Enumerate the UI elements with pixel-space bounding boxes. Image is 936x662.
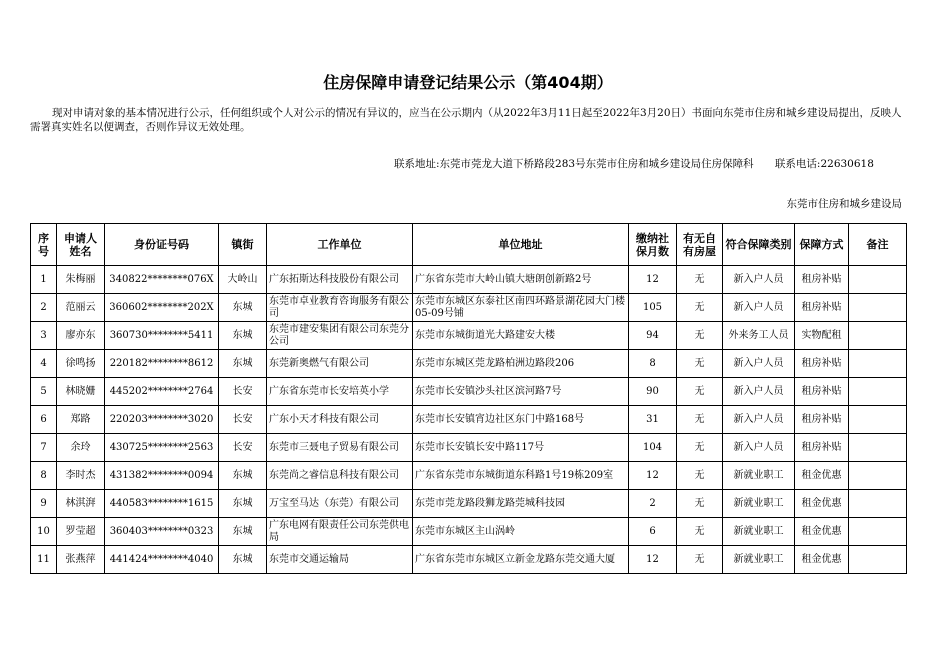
guarantee-category: 新入户人员 [723, 378, 795, 406]
table-row [31, 518, 907, 546]
guarantee-method: 租金优惠 [795, 518, 849, 546]
social-security-months: 105 [629, 294, 677, 322]
guarantee-method: 租金优惠 [795, 462, 849, 490]
intro-paragraph: 现对申请对象的基本情况进行公示，任何组织或个人对公示的情况有异议的，应当在公示期内（从2022年3月11日起至2022年3月20日）书面向东莞市住房和城乡建设局提出，反映人需署真实姓名以便调查，否则作异议无效处理。 [30, 107, 902, 133]
guarantee-method: 租房补贴 [795, 266, 849, 294]
unit-address: 东莞市东城街道光大路建安大楼 [413, 322, 629, 350]
work-unit: 东莞新奥燃气有限公司 [267, 350, 413, 378]
town: 东城 [219, 490, 267, 518]
guarantee-method: 租房补贴 [795, 434, 849, 462]
own-housing: 无 [677, 266, 723, 294]
guarantee-category: 新入户人员 [723, 294, 795, 322]
work-unit: 东莞市交通运输局 [267, 546, 413, 574]
applicant-name: 余玲 [57, 434, 105, 462]
page-title: 住房保障申请登记结果公示（第404期） [323, 73, 613, 92]
col-header: 工作单位 [267, 224, 413, 266]
social-security-months: 90 [629, 378, 677, 406]
applicant-name: 廖亦东 [57, 322, 105, 350]
col-header: 序号 [31, 224, 57, 266]
unit-address: 东莞市东城区东泰社区南四环路景湖花园大门楼05-09号铺 [413, 294, 629, 322]
row-index: 11 [31, 546, 57, 574]
unit-address: 广东省东莞市大岭山镇大塘朗创新路2号 [413, 266, 629, 294]
remarks [849, 518, 907, 546]
social-security-months: 8 [629, 350, 677, 378]
work-unit: 广东省东莞市长安培英小学 [267, 378, 413, 406]
col-header: 符合保障类别 [723, 224, 795, 266]
id-number: 360602********202X [105, 294, 219, 322]
guarantee-method: 租金优惠 [795, 546, 849, 574]
row-index: 3 [31, 322, 57, 350]
town: 长安 [219, 378, 267, 406]
id-number: 360730********5411 [105, 322, 219, 350]
town: 东城 [219, 350, 267, 378]
social-security-months: 12 [629, 546, 677, 574]
remarks [849, 378, 907, 406]
social-security-months: 12 [629, 266, 677, 294]
applicant-name: 李时杰 [57, 462, 105, 490]
social-security-months: 2 [629, 490, 677, 518]
table-row [31, 546, 907, 574]
table-body [31, 266, 907, 574]
row-index: 10 [31, 518, 57, 546]
applicant-name: 朱梅丽 [57, 266, 105, 294]
unit-address: 东莞市东城区主山涡岭 [413, 518, 629, 546]
work-unit: 广东拓斯达科技股份有限公司 [267, 266, 413, 294]
own-housing: 无 [677, 546, 723, 574]
guarantee-category: 新就业职工 [723, 490, 795, 518]
applicant-name: 张燕萍 [57, 546, 105, 574]
work-unit: 广东电网有限责任公司东莞供电局 [267, 518, 413, 546]
own-housing: 无 [677, 294, 723, 322]
work-unit: 东莞尚之睿信息科技有限公司 [267, 462, 413, 490]
guarantee-method: 租房补贴 [795, 378, 849, 406]
own-housing: 无 [677, 322, 723, 350]
work-unit: 东莞市三聂电子贸易有限公司 [267, 434, 413, 462]
town: 长安 [219, 406, 267, 434]
row-index: 7 [31, 434, 57, 462]
col-header: 缴纳社保月数 [629, 224, 677, 266]
guarantee-category: 新入户人员 [723, 350, 795, 378]
row-index: 2 [31, 294, 57, 322]
col-header: 申请人姓名 [57, 224, 105, 266]
social-security-months: 104 [629, 434, 677, 462]
col-header: 备注 [849, 224, 907, 266]
remarks [849, 294, 907, 322]
own-housing: 无 [677, 350, 723, 378]
row-index: 5 [31, 378, 57, 406]
row-index: 1 [31, 266, 57, 294]
guarantee-category: 新就业职工 [723, 518, 795, 546]
table-row [31, 266, 907, 294]
unit-address: 东莞市长安镇长安中路117号 [413, 434, 629, 462]
col-header: 保障方式 [795, 224, 849, 266]
table-row [31, 378, 907, 406]
work-unit: 东莞市卓业教育咨询服务有限公司 [267, 294, 413, 322]
applicant-name: 郑路 [57, 406, 105, 434]
applicant-name: 林淇湃 [57, 490, 105, 518]
applicant-name: 林晓姗 [57, 378, 105, 406]
unit-address: 东莞市莞龙路段狮龙路莞城科技园 [413, 490, 629, 518]
guarantee-method: 实物配租 [795, 322, 849, 350]
id-number: 445202********2764 [105, 378, 219, 406]
guarantee-category: 新就业职工 [723, 462, 795, 490]
social-security-months: 94 [629, 322, 677, 350]
town: 东城 [219, 518, 267, 546]
town: 大岭山 [219, 266, 267, 294]
issuer: 东莞市住房和城乡建设局 [786, 198, 902, 210]
id-number: 220182********8612 [105, 350, 219, 378]
remarks [849, 350, 907, 378]
applicant-name: 范丽云 [57, 294, 105, 322]
table-header-row [31, 224, 907, 266]
id-number: 441424********4040 [105, 546, 219, 574]
unit-address: 广东省东莞市东城区立新金龙路东莞交通大厦 [413, 546, 629, 574]
results-table [30, 223, 907, 574]
town: 东城 [219, 462, 267, 490]
table-row [31, 434, 907, 462]
row-index: 9 [31, 490, 57, 518]
unit-address: 东莞市长安镇宵边社区东门中路168号 [413, 406, 629, 434]
contact-line [394, 156, 874, 171]
table-row [31, 294, 907, 322]
guarantee-method: 租房补贴 [795, 350, 849, 378]
row-index: 4 [31, 350, 57, 378]
applicant-name: 徐鸣扬 [57, 350, 105, 378]
col-header: 身份证号码 [105, 224, 219, 266]
id-number: 430725********2563 [105, 434, 219, 462]
work-unit: 万宝至马达（东莞）有限公司 [267, 490, 413, 518]
applicant-name: 罗莹超 [57, 518, 105, 546]
remarks [849, 406, 907, 434]
contact-address: 联系地址:东莞市莞龙大道下桥路段283号东莞市住房和城乡建设局住房保障科 [394, 158, 754, 170]
guarantee-method: 租房补贴 [795, 294, 849, 322]
remarks [849, 266, 907, 294]
own-housing: 无 [677, 378, 723, 406]
social-security-months: 12 [629, 462, 677, 490]
col-header: 单位地址 [413, 224, 629, 266]
town: 东城 [219, 294, 267, 322]
guarantee-category: 新入户人员 [723, 434, 795, 462]
remarks [849, 490, 907, 518]
contact-phone: 联系电话:22630618 [774, 158, 874, 170]
table-row [31, 490, 907, 518]
own-housing: 无 [677, 462, 723, 490]
own-housing: 无 [677, 518, 723, 546]
town: 东城 [219, 546, 267, 574]
social-security-months: 6 [629, 518, 677, 546]
town: 东城 [219, 322, 267, 350]
own-housing: 无 [677, 490, 723, 518]
table-row [31, 350, 907, 378]
id-number: 440583********1615 [105, 490, 219, 518]
guarantee-method: 租房补贴 [795, 406, 849, 434]
remarks [849, 546, 907, 574]
id-number: 220203********3020 [105, 406, 219, 434]
col-header: 有无自有房屋 [677, 224, 723, 266]
unit-address: 东莞市东城区莞龙路柏洲边路段206 [413, 350, 629, 378]
guarantee-category: 新入户人员 [723, 406, 795, 434]
id-number: 431382********0094 [105, 462, 219, 490]
own-housing: 无 [677, 406, 723, 434]
social-security-months: 31 [629, 406, 677, 434]
remarks [849, 462, 907, 490]
guarantee-method: 租金优惠 [795, 490, 849, 518]
guarantee-category: 新入户人员 [723, 266, 795, 294]
work-unit: 广东小天才科技有限公司 [267, 406, 413, 434]
table-row [31, 322, 907, 350]
id-number: 340822********076X [105, 266, 219, 294]
col-header: 镇街 [219, 224, 267, 266]
table-row [31, 462, 907, 490]
table-row [31, 406, 907, 434]
unit-address: 广东省东莞市东城街道东科路1号19栋209室 [413, 462, 629, 490]
remarks [849, 322, 907, 350]
id-number: 360403********0323 [105, 518, 219, 546]
town: 长安 [219, 434, 267, 462]
row-index: 6 [31, 406, 57, 434]
remarks [849, 434, 907, 462]
work-unit: 东莞市建安集团有限公司东莞分公司 [267, 322, 413, 350]
unit-address: 东莞市长安镇沙头社区滨河路7号 [413, 378, 629, 406]
guarantee-category: 外来务工人员 [723, 322, 795, 350]
row-index: 8 [31, 462, 57, 490]
guarantee-category: 新就业职工 [723, 546, 795, 574]
own-housing: 无 [677, 434, 723, 462]
